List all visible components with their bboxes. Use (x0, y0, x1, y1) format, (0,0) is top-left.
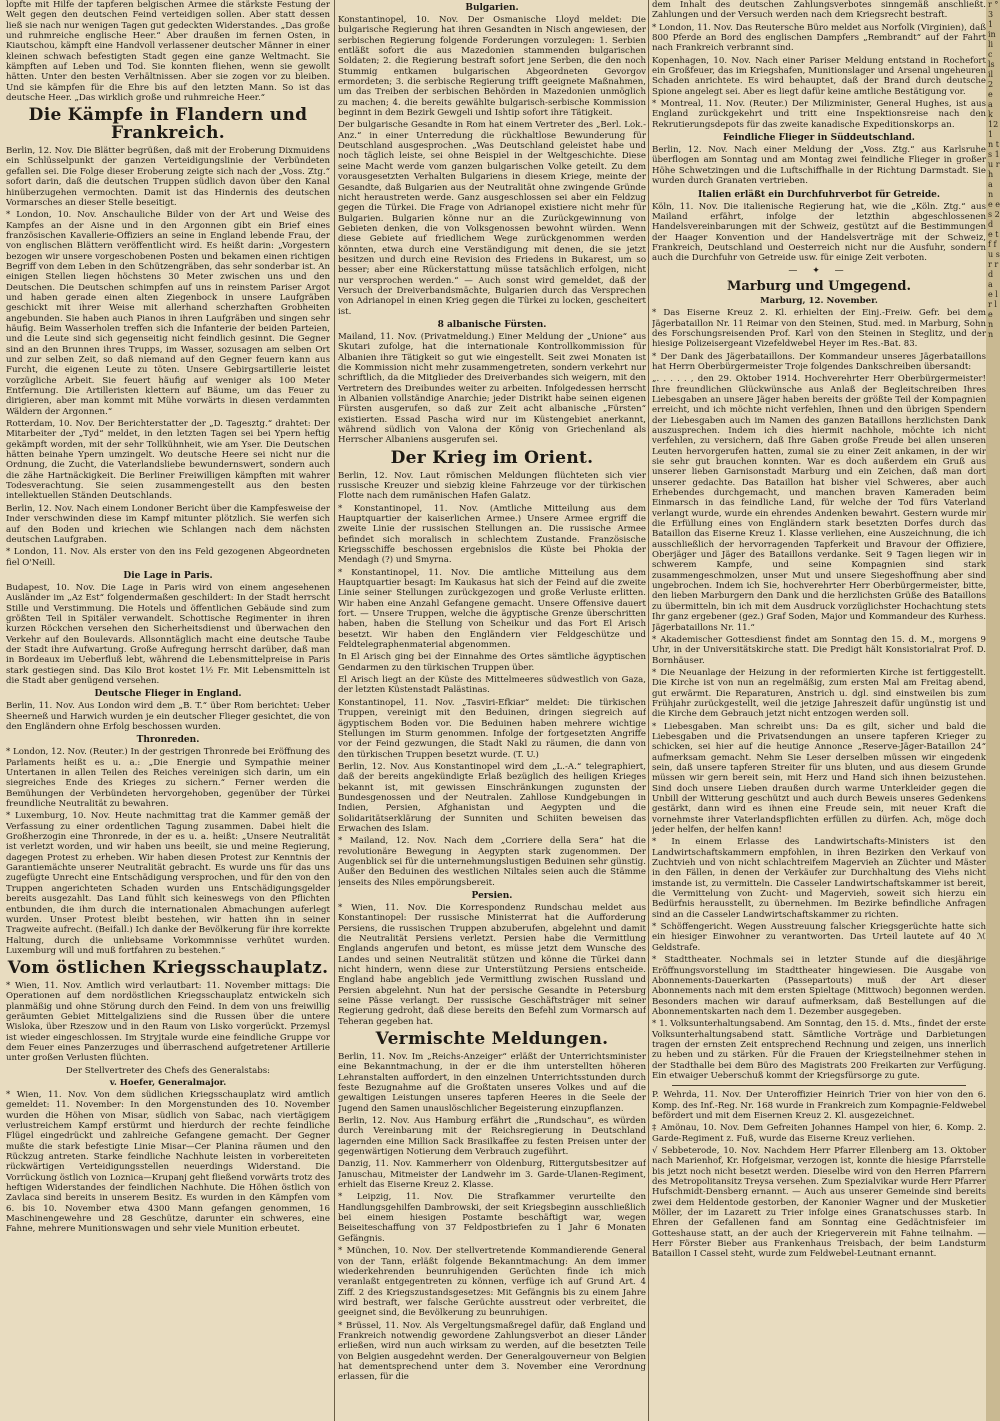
article-paragraph: „. . . . . , den 29. Oktober 1914. Hochverehrter Herr Oberbürgermeister! Ihre freundlichen Glückwünsche aus Anlaß der Begleitschreiben Ihres Liebesgaben an unsere Jäger haben bereits der größte Teil der Kompagnien erreicht, und ich möchte nicht verfehlen, Ihnen und den übrigen Spendern der Liebesgaben auch im Namen des ganzen Bataillons herzlichsten Dank auszusprechen. Indem ich dies hiermit nachhole, möchte ich nicht verfehlen, zu versichern, daß Ihre Gaben große Freude bei allen unseren Leuten hervorgerufen hatten, zumal sie zu einer Zeit ankamen, in der wir sie sehr gut brauchen konnten. War es doch außerdem ein Gruß aus unserer lieben Garnisonstadt Marburg und ein Zeichen, daß man dort unserer gedachte. Das Bataillon hat bisher viel Schweres, aber auch Erhebendes durchgemacht, und manchen braven Kameraden beim Einmarsch in das feindliche Land, für welche der Tod fürs Vaterland verlangt wurde, wurde ein ehrendes Andenken bewahrt. Gestern wurde mir die Erfüllung eines von Engländern stark besetzten Dorfes durch das Bataillon das Eiserne Kreuz 1. Klasse verliehen, eine Auszeichnung, die ich ausschließlich der hervorragenden Tapferkeit und Bravour der Offiziere, Oberjäger und Jäger des Bataillons verdanke. Seit 9 Tagen liegen wir in schwerem Kampfe, und seine Kompagnien sind stark zusammengeschmolzen, unser Mut und unsere Siegeshoffnung aber sind ungebrochen. Indem ich Sie, hochverehrter Herr Oberbürgermeister, bitte, den lieben Marburgern den Dank und die herzlichsten Grüße des Bataillons zu übermitteln, bin ich mit dem Ausdruck vorzüglichster Hochachtung stets Ihr ganz ergebener (gez.) Graf Soden, Major und Kommandeur des Kurhess. Jägerbataillons Nr. 11.“ (652, 374, 986, 633)
signature-name: v. Hoefer, Generalmajor. (109, 1077, 227, 1088)
article-paragraph: Berlin, 12. Nov. Die Blätter begrüßen, daß mit der Eroberung Dixmuidens ein Schlüsselpunkt der ganzen Verteidigungslinie der Verbündeten gefallen sei. Die Folge dieser Eroberung zeigte sich nach der „Voss. Ztg.“ sofort darin, daß die deutschen Truppen südlich davon über den Kanal hinüberzugehen vermochten. Damit ist das Hindernis des deutschen Vormarsches an dieser Stelle beseitigt. (6, 146, 330, 208)
article-paragraph: Rotterdam, 10. Nov. Der Berichterstatter der „D. Tagesztg.“ drahtet: Der Mitarbeiter der „Tyd“ meldet, in den letzten Tagen sei bei Ypern heftig gekämpft worden, mit der sehr Tollkühnheit, wie am Yser. Die Deutschen hätten beinahe Ypern umzingelt. Wo deutsche Heere sei nicht nur die Ordnung, die Zucht, die Vaterlandsliebe bewundernswert, sondern auch die zähe Hartnäckigkeit. Die Berliner Freiwilligen kämpften mit wahrer Todesverachtung. Sie seien zusammengestellt aus den besten intellektuellen Ständen Deutschlands. (6, 419, 330, 502)
article-paragraph: * London, 12. Nov. (Reuter.) In der gestrigen Thronrede bei Eröffnung des Parlaments heißt es u. a.: „Die Energie und Sympathie meiner Untertanen in allen Teilen des Reiches vereinigen sich darin, um ein siegreiches Ende des Krieges zu sichern.“ Ferner werden die Bemühungen der Verbündeten hervorgehoben, gegenüber der Türkei freundliche Neutralität zu bewahren. (6, 747, 330, 810)
subheading: Thronreden. (136, 735, 200, 746)
article-paragraph: * London, 11. Nov. Das Reutersche Büro meldet aus Norfolk (Virginien), daß 800 Pferde an Bord des englischen Dampfers „Rembrandt“ auf der Fahrt nach Frankreich verbrannt sind. (652, 22, 986, 54)
article-paragraph: * Leipzig, 11. Nov. Die Strafkammer verurteilte den Handlungsgehilfen Dambrowski, der seit Kriegsbeginn ausschließlich bei einem hiesigen Postamte beschäftigt war, wegen Beiseiteschaffung von 37 Feldpostbriefen zu 1 Jahr 6 Monaten Gefängnis. (338, 1192, 646, 1244)
article-paragraph: * Luxemburg, 10. Nov. Heute nachmittag trat die Kammer gemäß der Verfassung zu einer ordentlichen Tagung zusammen. Dabei hielt die Großherzogin eine Thronrede, in der es u. a. heißt: „Unsere Neutralität ist verletzt worden, und wir haben uns beeilt, sie und meine Regierung, dagegen Protest zu erheben. Wir haben diesen Protest zur Kenntnis der Garantiemächte unserer Neutralität gebracht. Es wurde uns für das uns zugefügte Unrecht eine Entschädigung versprochen, und für den von den Truppen angerichteten Schaden wurden uns Entschädigungsgelder bereits ausgezahlt. Das Land fühlt sich keineswegs von den Pflichten entbunden, die ihm durch die internationalen Abmachungen auferlegt wurden. Unser Protest bleibt bestehen, wir hatten ihn in seiner Tragweite aufrecht. (Beifall.) Ich danke der Bevölkerung für ihre korrekte Haltung, durch die unliebsame Vorkommnisse verhütet wurden. Luxemburg will und muß fortfahren zu bestehen.“ (6, 811, 330, 956)
article-paragraph: P. Wehrda, 11. Nov. Der Unteroffizier Heinrich Trier von hier von den 6. Komp. des Inf.-Reg. Nr. 168 wurde in Frankreich zum Kompagnie-Feldwebel befördert und mit dem Eisernen Kreuz 2. Kl. ausgezeichnet. (652, 1090, 986, 1121)
article-paragraph: Köln, 11. Nov. Die italienische Regierung hat, wie die „Köln. Ztg.“ aus Mailand erfährt, infolge der letzthin abgeschlossenen Handelsvereinbarungen mit der Schweiz, gestützt auf die Bestimmungen der Haager Konvention und der Handelsverträge mit der Schweiz, Frankreich, Deutschland und Oesterreich nicht nur die Ausfuhr, sondern auch die Durchfuhr von Getreide usw. für einige Zeit verboten. (652, 201, 986, 264)
section-heading: Marburg und Umgegend. (726, 278, 912, 294)
ornament-divider: — ✦ — (788, 265, 850, 276)
article-paragraph: Budapest, 10. Nov. Die Lage in Paris wird von einem angesehenen Ausländer im „Az Est“ folgendermaßen geschildert: In der Stadt herrscht Stille und Verstimmung. Die Hotels und öffentlichen Gebäude sind zum größten Teil in Spitäler verwandelt. Schottische Regimenter in ihren kurzen Röckchen versehen den Sicherheitsdienst und überwachen den Verkehr auf den Boulevards. Allsonntäglich macht eine deutsche Taube der Stadt ihre Aufwartung. Große Aufregung herrscht darüber, daß man in Bordeaux im Ueberfluß lebt, während die Lebensmittelpreise in Paris stark gestiegen sind. Das Kilo Brot kostet 1½ Fr. Mit Lebensmitteln ist die Stadt aber genügend versehen. (6, 582, 330, 686)
article-paragraph: * Brüssel, 11. Nov. Als Vergeltungsmaßregel dafür, daß England und Frankreich notwendig gewordene Zahlungsverbot an dieser Länder erließen, wird nun auch wirksam zu werden, auf die besetzten Teile von Belgien ausgedehnt werden. Der Generalgouverneur von Belgien hat dementsprechend unter dem 3. November eine Verordnung erlassen, für die (338, 1320, 646, 1383)
article-paragraph: * Die Neuanlage der Heizung in der reformierten Kirche ist fertiggestellt. Die Kirche ist von nun an regelmäßig, zum ersten Mal am Freitag abend, gut erwärmt. Die Reparaturen, Anstrich u. dgl. sind einstweilen bis zum Frühjahr zurückgestellt, weil die jetzige Jahreszeit dafür ungünstig ist und die Kirche dem Gebrauch jetzt nicht entzogen werden soll. (652, 667, 986, 720)
article-paragraph: * 1. Volksunterhaltungsabend. Am Sonntag, den 15. d. Mts., findet der erste Volksunterhaltungsabend statt. Sämtliche Vorträge und Darbietungen tragen der ernsten Zeit entsprechend Rechnung und zeigen, uns innerlich zu heben und zu stärken. Für die Frauen der Kriegsteilnehmer stehen in der Stadthalle bei dem Büro des Magistrats 200 Freikarten zur Verfügung. Ein etwaiger Ueberschuß kommt der Kriegsfürsorge zu gute. (652, 1019, 986, 1081)
article-paragraph: Berlin, 11. Nov. Aus London wird dem „B. T.“ über Rom berichtet: Ueber Sheerneß und Harwich wurden je ein deutscher Flieger gesichtet, die von den Engländern ohne Erfolg beschossen wurden. (6, 701, 330, 732)
section-heading: Der Krieg im Orient. (390, 447, 594, 468)
subheading: Feindliche Flieger in Süddeutschland. (723, 133, 915, 144)
subheading: Bulgarien. (465, 3, 519, 13)
article-paragraph: * Wien, 11. Nov. Die Korrespondenz Rundschau meldet aus Konstantinopel: Der russische Ministerrat hat die Aufforderung Persiens, die russischen Truppen abzuberufen, abgelehnt und damit die Neutralität Persiens verletzt. Persien habe die Vermittlung Englands angerufen und betont, es müsse jetzt dem Wunsche des Landes und seinen Neutralität stützen und könne die Türkei dann nicht hindern, wenn diese zur Unterstützung Persiens entscheide. England habe angeblich jede Vermittlung zwischen Russland und Persien abgelehnt. Nun hat der persische Gesandte in Petersburg seine Pässe verlangt. Der russische Geschäftsträger mit seiner Regierung gedroht, daß diese bereits den Befehl zum Vormarsch auf Teheran gegeben hat. (338, 903, 646, 1027)
article-paragraph: Berlin, 12. Nov. Nach einem Londoner Bericht über die Kampfesweise der Inder verschwinden diese im Kampf mitunter plötzlich. Sie werfen sich auf den Boden und kriechen wie Schlangen nach dem nächsten deutschen Laufgraben. (6, 503, 330, 545)
subheading: Deutsche Flieger in England. (94, 689, 242, 700)
article-paragraph: * London, 10. Nov. Anschauliche Bilder von der Art und Weise des Kampfes an der Aisne und in den Argonnen gibt ein Brief eines französischen Kavallerie-Offiziers an seine in England lebende Frau, der von englischen Blättern veröffentlicht wird. Es heißt darin: „Vorgestern bezogen wir unsere vorgeschobenen Posten und bekamen einen richtigen Begriff von dem Leben in den Schützengräben, das sehr sonderbar ist. An einigen Stellen liegen höchstens 30 Meter zwischen uns und den Deutschen. Die Deutschen schimpfen auf uns in reinstem Pariser Argot und haben gerade einen alten Ziegenbock in unsere Laufgräben geschickt mit ihrer Weise mit allerhand scherzhaften Grobheiten angebunden. Sie haben auch Pianos in ihren Laufgräben und singen sehr häufig. Beim Wasserholen treffen sich die Infanterie der beiden Parteien, und die Leute sind sich gegenseitig nicht feindlich gesinnt. Die Gegner sind an den Brunnen ihres Trupps, im Wasser, sozusagen am selben Ort und zur selben Zeit, so daß niemand auf den Gegner feuern kann aus Furcht, die eigenen Leute zu töten. Unsere Gebirgsartillerie leistet vorzügliche Arbeit. Sie feuert häufig auf weniger als 100 Meter Entfernung. Die Artilleristen klettern auf Bäume, um das Feuer zu dirigieren, aber man kommt mit Mühe vorwärts in diesen verdammten Wäldern der Argonnen.“ (6, 210, 330, 417)
article-paragraph: In El Arisch ging bei der Einnahme des Ortes sämtliche ägyptischen Gendarmen zu den türkischen Truppen über. (338, 652, 646, 673)
article-paragraph: * Wien, 11. Nov. Amtlich wird verlautbart: 11. November mittags: Die Operationen auf dem nordöstlichen Kriegsschauplatz entwickeln sich planmäßig und ohne Störung durch den Feind. In dem von uns freiwillig geräumten Gebiet Mittelgaliziens sind die Russen über die untere Wisloka, über Rzeszow und in den Raum von Lisko vorgerückt. Przemysl ist wieder eingeschlossen. Im Stryjtale wurde eine feindliche Gruppe vor dem Feuer eines Panzerzuges und überraschend aufgetretener Artillerie unter großen Verlusten flüchten. (6, 981, 330, 1064)
article-paragraph: Berlin, 12. Nov. Aus Hamburg erfährt die „Rundschau“, es würden durch Vereinbarung mit der Reichsregierung in Deutschland lagernden eine Million Sack Brasilkaffee zu festen Preisen unter der gegenwärtigen Notierung dem Verbrauch zugeführt. (338, 1116, 646, 1158)
column-rule (334, 0, 335, 1421)
article-paragraph: Berlin, 12. Nov. Laut römischen Meldungen flüchteten sich vier russische Kreuzer und siebzig kleine Fahrzeuge vor der türkischen Flotte nach dem rumänischen Hafen Galatz. (338, 470, 646, 502)
subheading: Persien. (471, 891, 513, 901)
article-paragraph: * Konstantinopel, 11. Nov. (Amtliche Mitteilung aus dem Hauptquartier der kaiserlichen Armee.) Unsere Armee ergriff die zweite Linie der russischen Stellungen an. Die russische Armee befindet sich moralisch in schlechtem Zustande. Französische Kriegsschiffe beschossen ergebnislos die Küste bei Phokia der Mendagh (?) und Smyrna. (338, 503, 646, 566)
article-paragraph: Mailand, 11. Nov. (Privatmeldung.) Einer Meldung der „Unione“ aus Skutari zufolge, hat die internationale Kontrollkommission für Albanien ihre Tätigkeit so gut wie eingestellt. Seit zwei Monaten ist die Kommission nicht mehr zusammengetreten, sondern verkehrt nur schriftlich, da die Mitglieder des Dreiverbandes sich weigern, mit den Vertretern des Dreibundes weiter zu arbeiten. Infolgedessen herrscht in Albanien vollständige Anarchie; jeder Distrikt habe seinen eigenen Fürsten ausgerufen, so daß zur Zeit acht albanische „Fürsten“ existierten. Essad Pascha wird nur im Küstengebiet anerkannt, während südlich von Valona der König von Griechenland als Herrscher Albaniens ausgerufen sei. (338, 331, 646, 446)
article-paragraph: * Das Eiserne Kreuz 2. Kl. erhielten der Einj.-Freiw. Gefr. bei dem Jägerbataillon Nr. 11 Reimar von den Steinen, Stud. med. in Marburg, Sohn des Forschungsreisenden Prof. Karl von den Steinen in Steglitz, und der hiesige Polizeisergeant Vizefeldwebel Heyer im Res.-Bat. 83. (652, 308, 986, 350)
article-paragraph: * Konstantinopel, 11. Nov. Die amtliche Mitteilung aus dem Hauptquartier besagt: Im Kaukasus hat sich der Feind auf die zweite Linie seiner Stellungen zurückgezogen und große Verluste erlitten. Wir haben eine Anzahl Gefangene gemacht. Unsere Offensive dauert fort. — Unsere Truppen, welche die ägyptische Grenze überschritten haben, haben die Stellung von Scheikur und das Fort El Arisch besetzt. Wir haben den Engländern vier Feldgeschütze und Feldtelegraphenmaterial abgenommen. (338, 567, 646, 651)
article-paragraph: * Stadttheater. Nochmals sei in letzter Stunde auf die diesjährige Eröffnungsvorstellung im Stadttheater hingewiesen. Die Ausgabe von Abonnements-Dauerkarten (Passepartouts) muß der Art dieser Abonnements nach mit dem ersten Spieltage (Mittwoch) begonnen werden. Besonders machen wir darauf aufmerksam, daß Bestellungen auf die Abonnementskarten nach dem 1. Dezember ausgegeben. (652, 955, 986, 1017)
article-paragraph: ‡ Amönau, 10. Nov. Dem Gefreiten Johannes Hampel von hier, 6. Komp. 2. Garde-Regiment z. Fuß, wurde das Eiserne Kreuz verliehen. (652, 1123, 986, 1144)
article-paragraph: * London, 11. Nov. Als erster von den ins Feld gezogenen Abgeordneten fiel O'Neill. (6, 547, 330, 568)
article-paragraph: * Schöffengericht. Wegen Ausstreuung falscher Kriegsgerüchte hatte sich ein hiesiger Einwohner zu verantworten. Das Urteil lautete auf 40 ℳ Geldstrafe. (652, 922, 986, 953)
article-paragraph: Danzig, 11. Nov. Kammerherr von Oldenburg, Rittergutsbesitzer auf Januschau, Mitmeister der Landwehr im 3. Garde-Ulanen-Regiment, erhielt das Eiserne Kreuz 2. Klasse. (338, 1159, 646, 1191)
article-paragraph: Berlin, 12. Nov. Aus Konstantinopel wird dem „L.-A.“ telegraphiert, daß der bereits angekündigte Erlaß bezüglich des heiligen Krieges bekannt ist, mit gewissen Einschränkungen zugunsten der Bundesgenossen und der Neutralen. Zahllose Kundgebungen in Indien, Persien, Afghanistan und Aegypten und die Solidaritätserklärung der Sunniten und Schiiten beweisen das Erwachen des Islam. (338, 761, 646, 834)
article-paragraph: dem Inhalt des deutschen Zahlungsverbotes sinngemäß anschließt. Zahlungen und der Versuch werden nach dem Kriegsrecht bestraft. (652, 0, 986, 21)
column-2 (338, 0, 646, 1421)
article-paragraph: * Der Dank des Jägerbataillons. Der Kommandeur unseres Jägerbataillons hat Herrn Oberbürgermeister Troje folgendes Dankschreiben übersandt: (652, 351, 986, 372)
adjacent-page-edge: r ° 3 1 in li c ls il 2 e a k 12 1 n t s 1 u r h a n e e s 2 d e t f f u s r r d a e l r l e n n (986, 0, 1000, 1421)
article-paragraph: El Arisch liegt an der Küste des Mittelmeeres südwestlich von Gaza, der letzten Küstenstadt Palästinas. (338, 675, 646, 696)
article-paragraph: Der bulgarische Gesandte in Rom hat einem Vertreter des „Berl. Lok.-Anz.“ in einer Unterredung die rückhaltlose Bewunderung für Deutschland ausgesprochen. „Was Deutschland geleistet habe und noch täglich leiste, sei ohne Beispiel in der Weltgeschichte. Diese seine Macht werde vom ganzen bulgarischen Volke geteilt. Zu dem vorausgesetzten Verhalten Bulgariens in diesem Kriege, meinte der Gesandte, daß Bulgarien aus der Neutralität ohne zwingende Gründe nicht heraustreten werde. Ganz ausgeschlossen sei aber ein Feldzug gegen die Türkei. Die Frage von Adrianopel existiere nicht mehr für Bulgarien. Bulgarien könne nur an die Zurückgewinnung von Gebieten denken, die von Volksgenossen bewohnt würden. Wenn diese Gebiete auf friedlichem Wege zurückgenommen werden könnten, etwa durch eine Verständigung mit denen, die sie jetzt besitzen und durch eine Revision des Friedens in Bukarest, um so besser; aber eine Rückerstattung müsse tatsächlich erfolgen, nicht nur versprochen werden.“ — Auch sonst wird gemeldet, daß der Versuch der Dreiverbandsmächte, Bulgarien durch das Versprechen von Adrianopel in einen Krieg gegen die Türkei zu locken, gescheitert ist. (338, 120, 646, 317)
article-paragraph: √ Sebbeterode, 10. Nov. Nachdem Herr Pfarrer Ellenberg am 13. Oktober nach Marienhof, Kr. Hofgeismar, verzogen ist, konnte die hiesige Pfarrstelle bis jetzt noch nicht besetzt werden. Dieselbe wird von den Herren Pfarrern des Metropolitansitz Treysa versehen. Zum Spezialvikar wurde Herr Pfarrer Hufschmidt-Densberg ernannt. — Auch aus unserer Gemeinde sind bereits zwei dem Heldentode gestorben, der Kanonier Wagner und der Musketier Möller, der im Lazarett zu Trier infolge eines Granatschusses starb. In Ehren der Gefallenen fand am Sonntag eine Gedächtnisfeier im Gotteshause statt, an der auch der Kriegerverein mit Fahne teilnahm. — Herr Förster Bieber aus Frankenhaus Treisbach, der beim Landsturm Bataillon I Cassel steht, wurde zum Feldwebel-Leutnant ernannt. (652, 1146, 986, 1260)
article-paragraph: Konstantinopel, 11. Nov. „Tasviri-Efkiar“ meldet: Die türkischen Truppen, vereinigt mit den Beduinen, dringen siegreich auf ägyptischem Boden vor. Die Beduinen haben mehrere wichtige Stellungen im Sturm genommen. Infolge der fortgesetzten Angriffe vor der Feind gezwungen, die Stadt Nakl zu räumen, die dann von den türkischen Truppen besetzt wurde. (T. U.) (338, 697, 646, 760)
article-paragraph: Kopenhagen, 10. Nov. Nach einer Pariser Meldung entstand in Rochefort ein Großfeuer, das im Kriegshafen, Munitionslager und Arsenal ungeheuren Schaden anrichtete. Es wird behauptet, daß der Brand durch deutsche Spione angelegt sei. Aber es liegt dafür keine amtliche Bestätigung vor. (652, 55, 986, 97)
section-heading: Vom östlichen Kriegsschauplatz. (7, 958, 329, 979)
article-paragraph: Berlin, 12. Nov. Nach einer Meldung der „Voss. Ztg.“ aus Karlsruhe überflogen am Sonntag und am Montag zwei feindliche Flieger in großer Höhe Schwetzingen und die Luftschiffhalle in der Richtung Darmstadt. Sie wurden durch Granaten vertrieben. (652, 145, 986, 187)
article-paragraph: * Montreal, 11. Nov. (Reuter.) Der Milizminister, General Hughes, ist aus England zurückgekehrt und tritt eine Inspektionsreise nach den Rekrutierungsdepots für das zweite kanadische Expeditionskorps an. (652, 99, 986, 130)
dateline: Marburg, 12. November. (760, 296, 878, 307)
column-3 (652, 0, 986, 1421)
subheading: 8 albanische Fürsten. (437, 319, 547, 330)
article-paragraph: * In einem Erlasse des Landwirtschafts-Ministers ist den Landwirtschaftskammern empfohlen, in ihren Bezirken den Verkauf von Zuchtvieh und von nicht schlachtreifem Magervieh an Züchter und Mäster in den Fällen, in denen der Verkäufer zur Durchhaltung des Viehs nicht imstande ist, zu vermitteln. Die Casseler Landwirtschaftskammer ist bereit, die Vermittelung von Zucht- und Magervieh, soweit sich hierzu ein Bedürfnis herausstellt, zu übernehmen. Im Bezirke befindliche Anfragen sind an die Casseler Landwirtschaftskammer zu richten. (652, 837, 986, 920)
article-paragraph: Berlin, 11. Nov. Im „Reichs-Anzeiger“ erläßt der Unterrichtsminister eine Bekanntmachung, in der er die ihm unterstellten höheren Lehranstalten auffordert, in den einzelnen Unterrichtsstunden durch feste Bezugnahme auf die Großtaten unseres Volkes und auf die gewaltigen Leistungen unseres tapferen Heeres in die Seele der Jugend den Samen unauslöschlicher Begeisterung einzupflanzen. (338, 1051, 646, 1114)
article-paragraph: * Mailand, 12. Nov. Nach dem „Corriere della Sera“ hat die revolutionäre Bewegung in Aegypten stark zugenommen. Der Augenblick sei für die unternehmungslustigen Beduinen sehr günstig. Außer den Beduinen des westlichen Niltales seien auch die Stämme jenseits des Niles empörungsbereit. (338, 836, 646, 888)
divider-line (672, 1085, 966, 1086)
subheading: Die Lage in Paris. (123, 570, 213, 581)
subheading: Italien erläßt ein Durchfuhrverbot für Getreide. (697, 189, 941, 200)
column-rule (648, 0, 649, 1421)
article-paragraph: lopfte mit Hilfe der tapferen belgischen Armee die stärkste Festung der Welt gegen den deutschen Feind verteidigen sollen. Aber statt dessen ließ sie nach nur wenigen Tagen gut gedeckten Widerstandes. „Das große und ruhmreiche englische Heer.“ Aber draußen im fernen Osten, in Kiautschou, kämpft eine Handvoll verlassener deutscher Männer in einer kleinen schwach befestigten Stadt gegen eine ganze Weltmacht. Sie kämpften auf Leben und Tod. Sie konnten fliehen, wenn sie gewollt hätten. Unter den besten Verhältnissen. Aber sie zogen vor zu bleiben. Und sie kämpfen für die Ehre bis auf den letzten Mann. So ist das deutsche Heer. „Das wirklich große und ruhmreiche Heer.“ (6, 0, 330, 104)
article-paragraph: * Akademischer Gottesdienst findet am Sonntag den 15. d. M., morgens 9 Uhr, in der Universitätskirche statt. Die Predigt hält Konsistorialrat Prof. D. Bornhäuser. (652, 634, 986, 666)
section-heading: Die Kämpfe in Flandern und Frankreich. (28, 105, 308, 144)
article-paragraph: * Liebesgaben. Man schreibt uns: Da es gilt, sicher und bald die Liebesgaben und die Privatsendungen an unsere tapferen Krieger zu schicken, sei hier auf die heutige Annonce „Reserve-Jäger-Bataillon 24“ aufmerksam gemacht. Nehm Sie Leser derselben müssen wir eingedenk sein, daß unsere tapferen Streiter für uns bluten, und aus diesem Grunde müssen wir gern bereit sein, mit Herz und Hand sich ihnen beizustehen. Sind doch unsere Lieben draußen durch warme Unterkleider gegen die Unbill der Witterung geschützt und auch durch Beweis unseres Gedenkens gestärkt, dann wird es ihnen eine Freude sein, mit neuer Kraft die vornehmste ihrer Vaterlandspflichten erfüllen zu dürfen. Ach, möge doch jeder helfen, der helfen kann! (652, 721, 986, 836)
article-paragraph: Konstantinopel, 10. Nov. Der Osmanische Lloyd meldet: Die bulgarische Regierung hat ihren Gesandten in Nisch angewiesen, der serbischen Regierung folgende Forderungen vorzulegen: 1. Serbien entläßt sofort die aus Mazedonien stammenden bulgarischen Soldaten; 2. die Regierung bestraft sofort jene Serben, die den noch Stummig entkamen bulgarischen Abgeordneten Gevorgov ermordeten; 3. die serbische Regierung trifft geeignete Maßnahmen, um das Treiben der serbischen Behörden in Mazedonien unmöglich zu machen; 4. die bereits gewählte bulgarisch-serbische Kommission beginnt in dem Bezirk Gewgeli und Ishtip sofort ihre Tätigkeit. (338, 15, 646, 119)
column-1 (6, 0, 330, 1421)
section-heading: Vermischte Meldungen. (375, 1029, 609, 1050)
signature-line: Der Stellvertreter des Chefs des Generalstabs: (65, 1065, 271, 1076)
article-paragraph: * Wien, 11. Nov. Von dem südlichen Kriegsschauplatz wird amtlich gemeldet: 11. November: In den Morgenstunden des 10. November wurden die Höhen von Misar, südlich von Sabac, nach viertägigem verlustreichem Kampf erstürmt und hierdurch der rechte feindliche Flügel eingedrückt und zahlreiche Gefangene gemacht. Der Gegner mußte die stark befestigte Linie Misar—Cer Planina räumen und den Rückzug antreten. Starke feindliche Nachhute leisten in vorbereiteten rückwärtigen Verteidigungsstellen neuerdings Widerstand. Die Vorrückung östlich von Loznica—Krupanj geht fließend vorwärts trotz des heftigen Widerstandes der feindlichen Nachhute. Die Höhen östlich von Zavlaca sind bereits in unserem Besitz. Es wurden in den Kämpfen vom 6. bis 10. November etwa 4300 Mann gefangen genommen, 16 Maschinengewehre und 28 Geschütze, darunter ein schweres, eine Fahne, mehrere Munitionswagen und sehr viele Munition erbeutet. (6, 1089, 330, 1235)
article-paragraph: * München, 10. Nov. Der stellvertretende Kommandierende General von der Tann, erläßt folgende Bekanntmachung: An dem immer wiederkehrenden beunruhigenden Gerüchten finde ich mich veranlaßt entgegentreten zu können, verfüge ich auf Grund Art. 4 Ziff. 2 des Kriegszustandsgesetzes: Mit Gefängnis bis zu einem Jahre wird bestraft, wer falsche Gerüchte ausstreut oder verbreitet, die geeignet sind, die Bevölkerung zu beunruhigen. (338, 1246, 646, 1319)
